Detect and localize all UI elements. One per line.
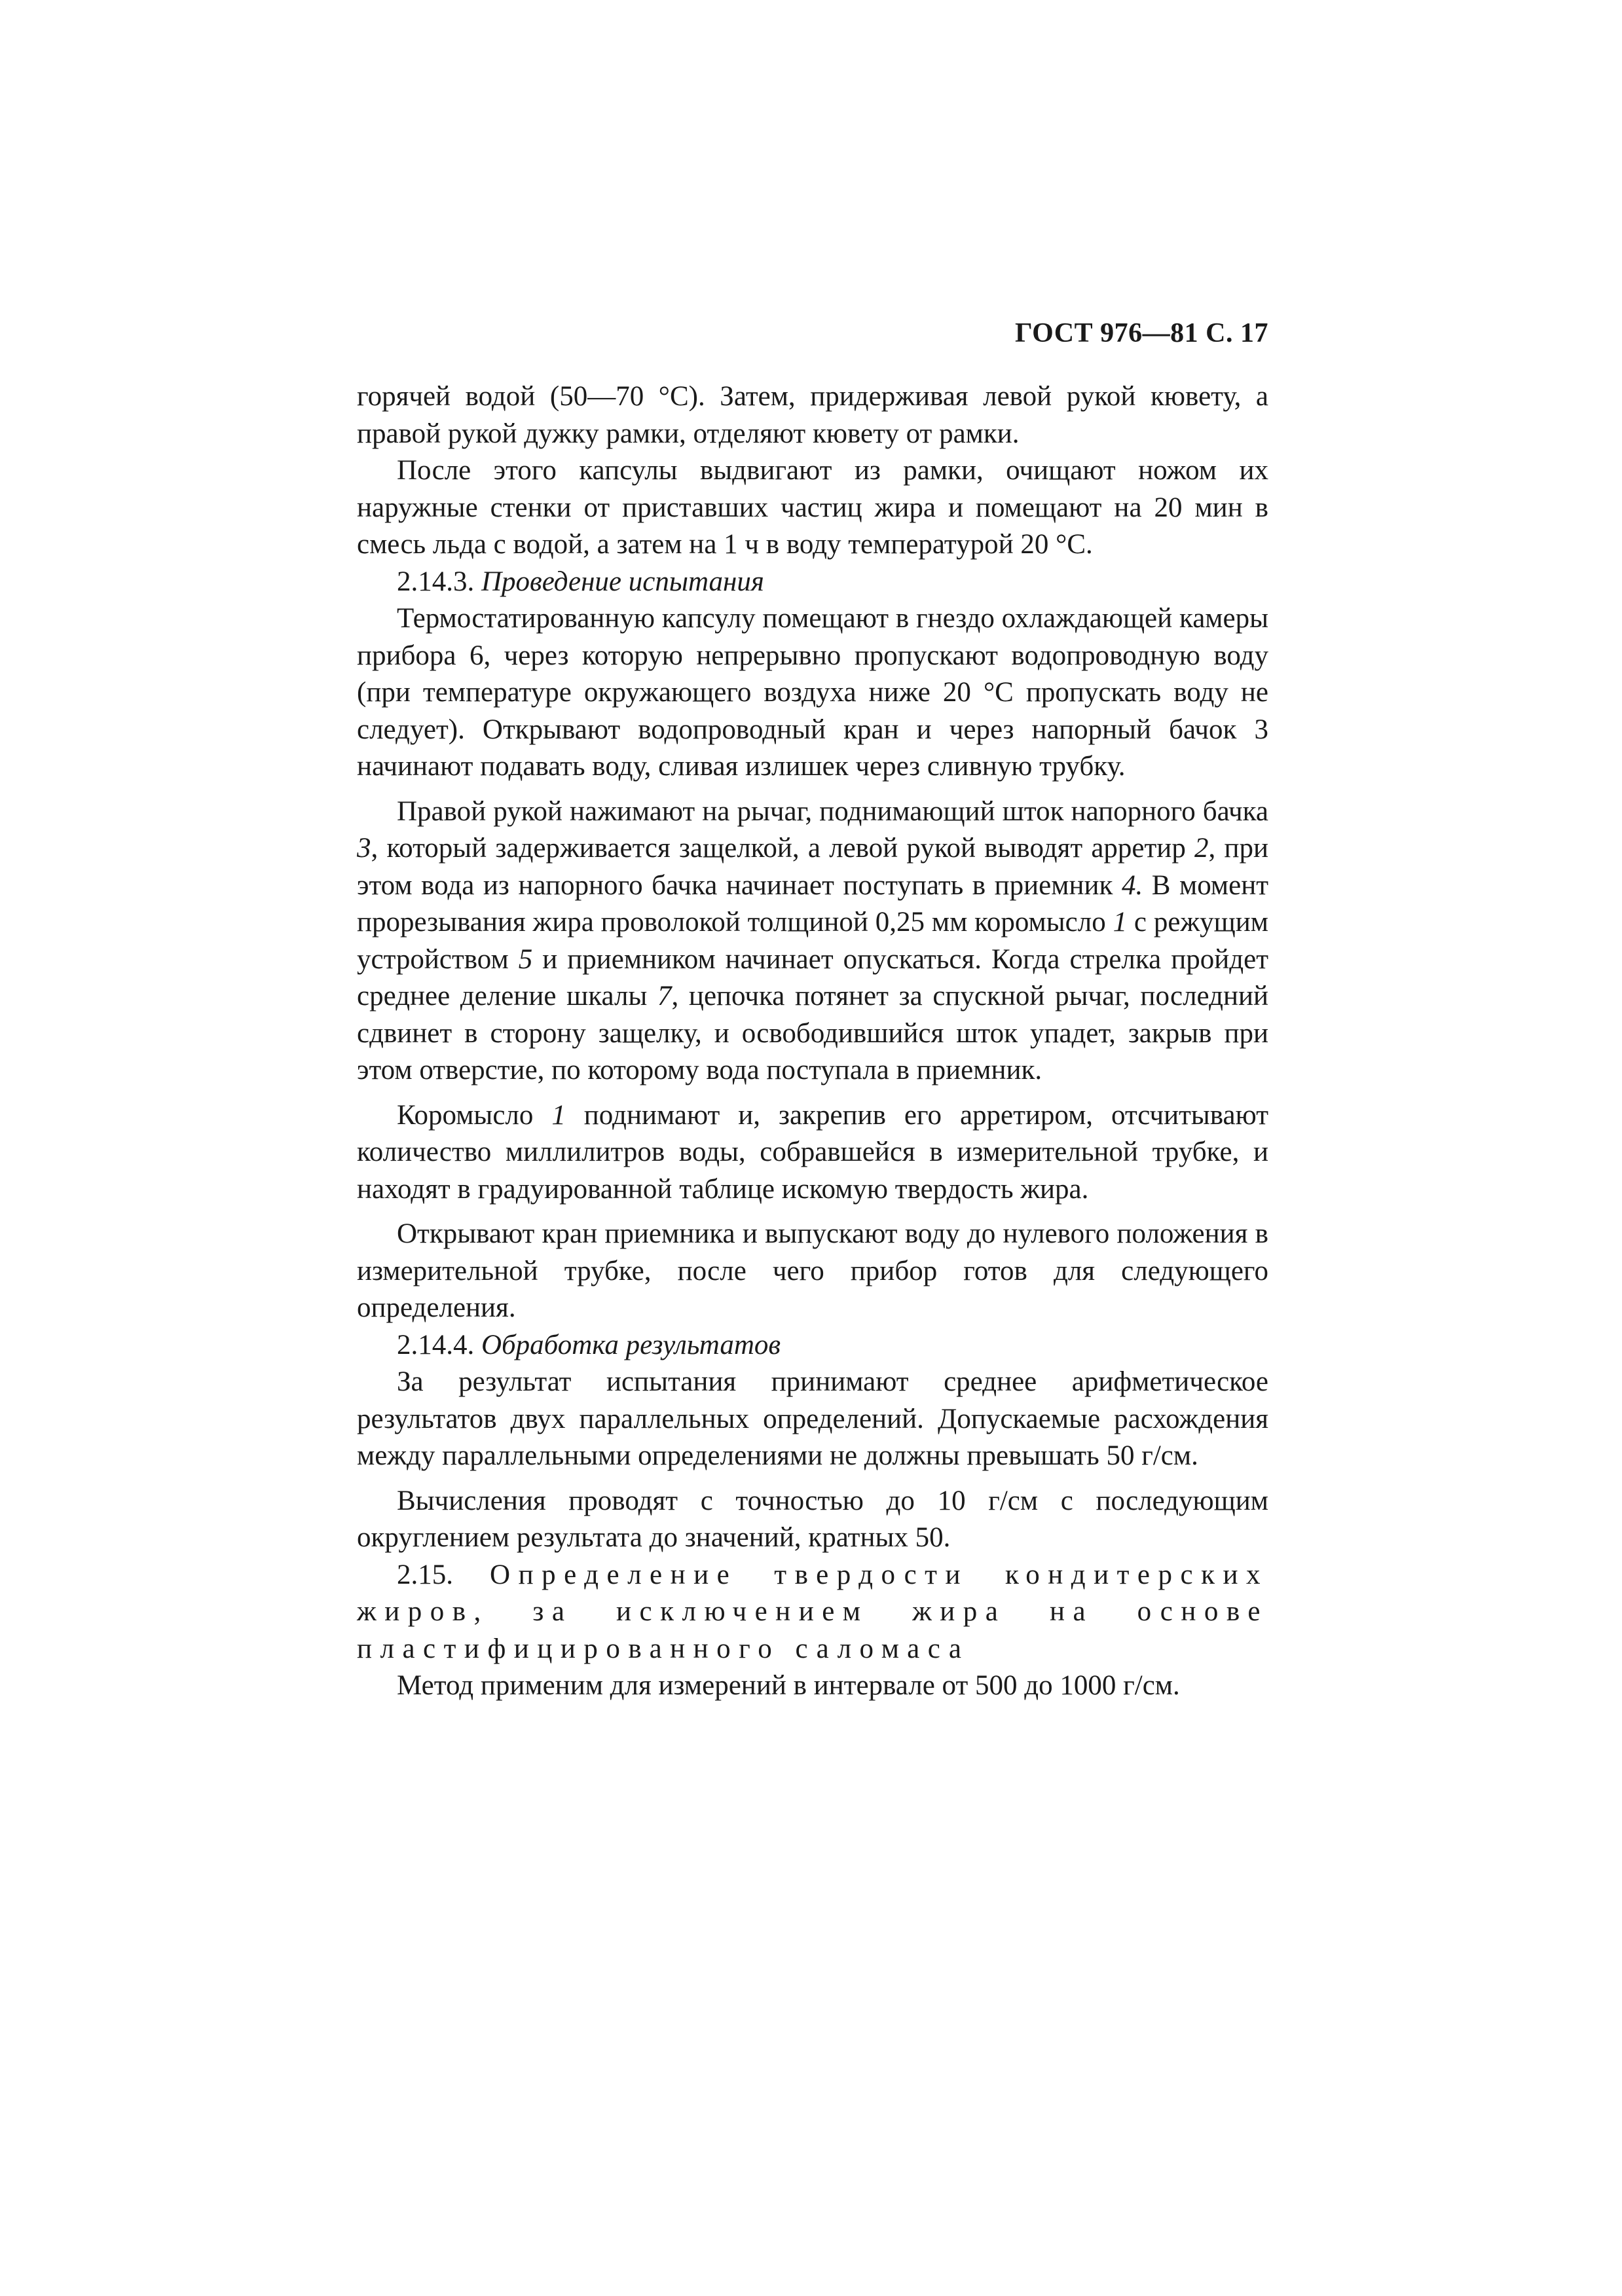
- paragraph-continuation: горячей водой (50—70 °С). Затем, придерживая левой рукой кювету, а правой рукой дужку рамки, отделяют кювету от рамки.: [357, 381, 1268, 449]
- paragraph-thermostat-capsule: Термостатированную капсулу помещают в гнездо охлаждающей камеры прибора 6, через которую непрерывно пропускают водопроводную воду (при температуре окружающего воздуха ниже 20 °С пропускать воду не следует). Открывают водопроводный кран и через напорный бачок 3 начинают подавать воду, сливая излишек через сливную трубку.: [357, 603, 1268, 782]
- text-run: , при этом вода из напорного бачка начинает поступать в приемник: [357, 833, 1269, 901]
- text-run: , который задерживается защелкой, а левой рукой выводят арретир: [371, 833, 1195, 864]
- standard-number: ГОСТ 976—81 С. 17: [1014, 318, 1268, 348]
- section-number: 2.15.: [397, 1559, 453, 1590]
- paragraph-method-range: Метод применим для измерений в интервале от 500 до 1000 г/см.: [397, 1670, 1180, 1701]
- text-run: , цепочка потянет за спускной рычаг, последний сдвинет в сторону защелку, и освободившийся шток упадет, закрыв при этом отверстие, по которому вода поступала в приемник.: [357, 981, 1268, 1085]
- text-run: Правой рукой нажимают на рычаг, поднимающий шток напорного бачка: [397, 795, 1268, 827]
- section-number: 2.14.4.: [397, 1329, 475, 1360]
- figure-ref: 7: [657, 981, 672, 1011]
- text-run: и приемником начинает опускаться. Когда стрелка пройдет среднее деление шкалы: [357, 943, 1268, 1011]
- text-run: Коромысло: [397, 1099, 552, 1131]
- figure-ref: 4.: [1121, 869, 1143, 901]
- figure-ref: 3: [357, 833, 371, 864]
- text-run: В момент прорезывания жира проволокой толщиной 0,25 мм коромысло: [357, 869, 1268, 938]
- figure-ref: 5: [518, 943, 533, 975]
- section-heading-2-15: [357, 1557, 1268, 1668]
- paragraph-release-water: Открывают кран приемника и выпускают воду до нулевого положения в измерительной трубке, после чего прибор готов для следующего определения.: [357, 1218, 1268, 1323]
- document-body: [357, 378, 1268, 1705]
- paragraph-result-average: За результат испытания принимают среднее арифметическое результатов двух параллельных определений. Допускаемые расхождения между параллельными определениями не должны превышать 50 г/см.: [357, 1366, 1268, 1471]
- paragraph-capsule-cleaning: После этого капсулы выдвигают из рамки, очищают ножом их наружные стенки от приставших частиц жира и помещают на 20 мин в смесь льда с водой, а затем на 1 ч в воду температурой 20 °С.: [357, 455, 1268, 560]
- page-header: [1015, 318, 1268, 349]
- figure-ref: 2: [1194, 833, 1209, 864]
- section-heading-2-14-3: [357, 564, 1268, 601]
- section-title: Определение твердости кондитерских жиров, за исключением жира на основе пластифицированного саломаса: [357, 1559, 1269, 1664]
- section-number: 2.14.3.: [397, 566, 475, 597]
- section-title: Обработка результатов: [481, 1329, 781, 1360]
- text-run: с режущим устройством: [357, 907, 1268, 975]
- text-run: поднимают и, закрепив его арретиром, отсчитывают количество миллилитров воды, собравшейся в измерительной трубке, и находят в градуированной таблице искомую твердость жира.: [357, 1099, 1268, 1205]
- section-heading-2-14-4: [357, 1327, 1268, 1364]
- paragraph-calculation-precision: Вычисления проводят с точностью до 10 г/см с последующим округлением результата до значений, кратных 50.: [357, 1485, 1268, 1553]
- paragraph-lever-procedure: [357, 793, 1268, 1089]
- paragraph-beam-reading: [357, 1097, 1268, 1209]
- figure-ref: 1: [551, 1099, 566, 1131]
- section-title: Проведение испытания: [481, 566, 764, 597]
- figure-ref: 1: [1113, 907, 1128, 938]
